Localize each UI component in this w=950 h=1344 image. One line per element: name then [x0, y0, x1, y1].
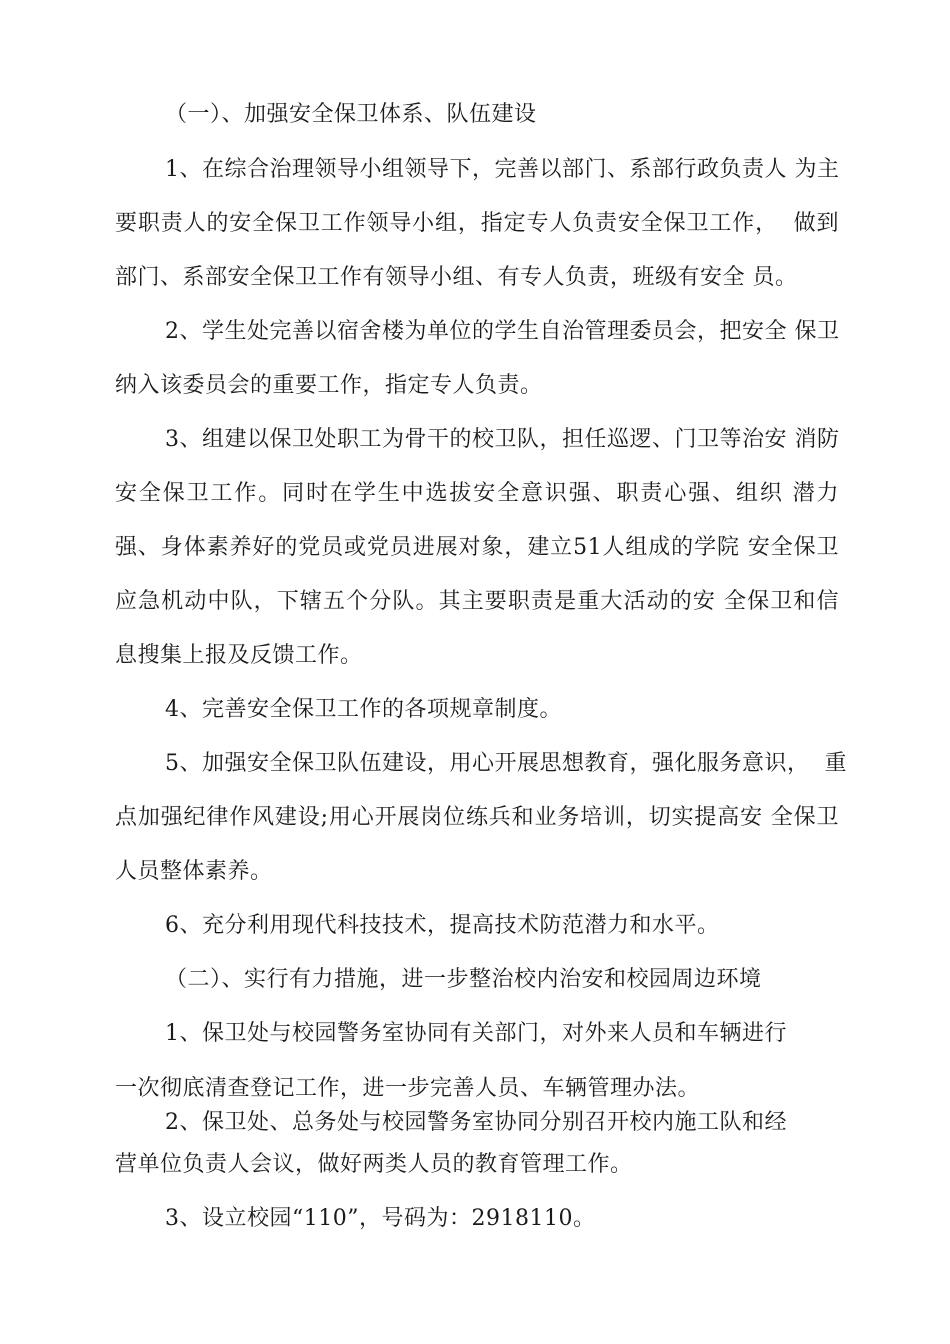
paragraph-line: 纳入该委员会的重要工作，指定专人负责。 — [115, 373, 543, 398]
paragraph-line: 4、完善安全保卫工作的各项规章制度。 — [165, 697, 562, 722]
section-heading-1: （一）、加强安全保卫体系、队伍建设 — [165, 102, 537, 127]
paragraph-line: 一次彻底清查登记工作，进一步完善人员、车辆管理办法。 — [115, 1076, 701, 1101]
paragraph-line: 安全保卫工作。同时在学生中选拔安全意识强、职责心强、组织 潜力 — [115, 481, 839, 506]
paragraph-line: 部门、系部安全保卫工作有领导小组、有专人负责，班级有安全 员。 — [115, 265, 798, 290]
section-heading-2: （二）、实行有力措施，进一步整治校内治安和校园周边环境 — [165, 967, 762, 992]
paragraph-line: 1、在综合治理领导小组领导下，完善以部门、系部行政负责人 为主 — [165, 157, 840, 182]
paragraph-line: 点加强纪律作风建设;用心开展岗位练兵和业务培训，切实提高安 全保卫 — [115, 805, 839, 830]
paragraph-line: 5、加强安全保卫队伍建设，用心开展思想教育，强化服务意识， 重 — [165, 751, 847, 776]
paragraph-line: 6、充分利用现代科技技术，提高技术防范潜力和水平。 — [165, 913, 720, 938]
paragraph-line: 要职责人的安全保卫工作领导小组，指定专人负责安全保卫工作， 做到 — [115, 211, 839, 236]
paragraph-line: 人员整体素养。 — [115, 859, 273, 884]
paragraph-line: 2、保卫处、总务处与校园警务室协同分别召开校内施工队和经 — [165, 1110, 787, 1135]
paragraph-line: 3、设立校园“110”，号码为：2918110。 — [165, 1206, 596, 1231]
paragraph-line: 3、组建以保卫处职工为骨干的校卫队，担任巡逻、门卫等治安 消防 — [165, 427, 840, 452]
paragraph-line: 2、学生处完善以宿舍楼为单位的学生自治管理委员会，把安全 保卫 — [165, 319, 840, 344]
paragraph-line: 强、身体素养好的党员或党员进展对象，建立51人组成的学院 安全保卫 — [115, 535, 839, 560]
paragraph-line: 营单位负责人会议，做好两类人员的教育管理工作。 — [115, 1152, 633, 1177]
paragraph-line: 息搜集上报及反馈工作。 — [115, 643, 363, 668]
paragraph-line: 应急机动中队，下辖五个分队。其主要职责是重大活动的安 全保卫和信 — [115, 589, 839, 614]
paragraph-line: 1、保卫处与校园警务室协同有关部门，对外来人员和车辆进行 — [165, 1021, 787, 1046]
